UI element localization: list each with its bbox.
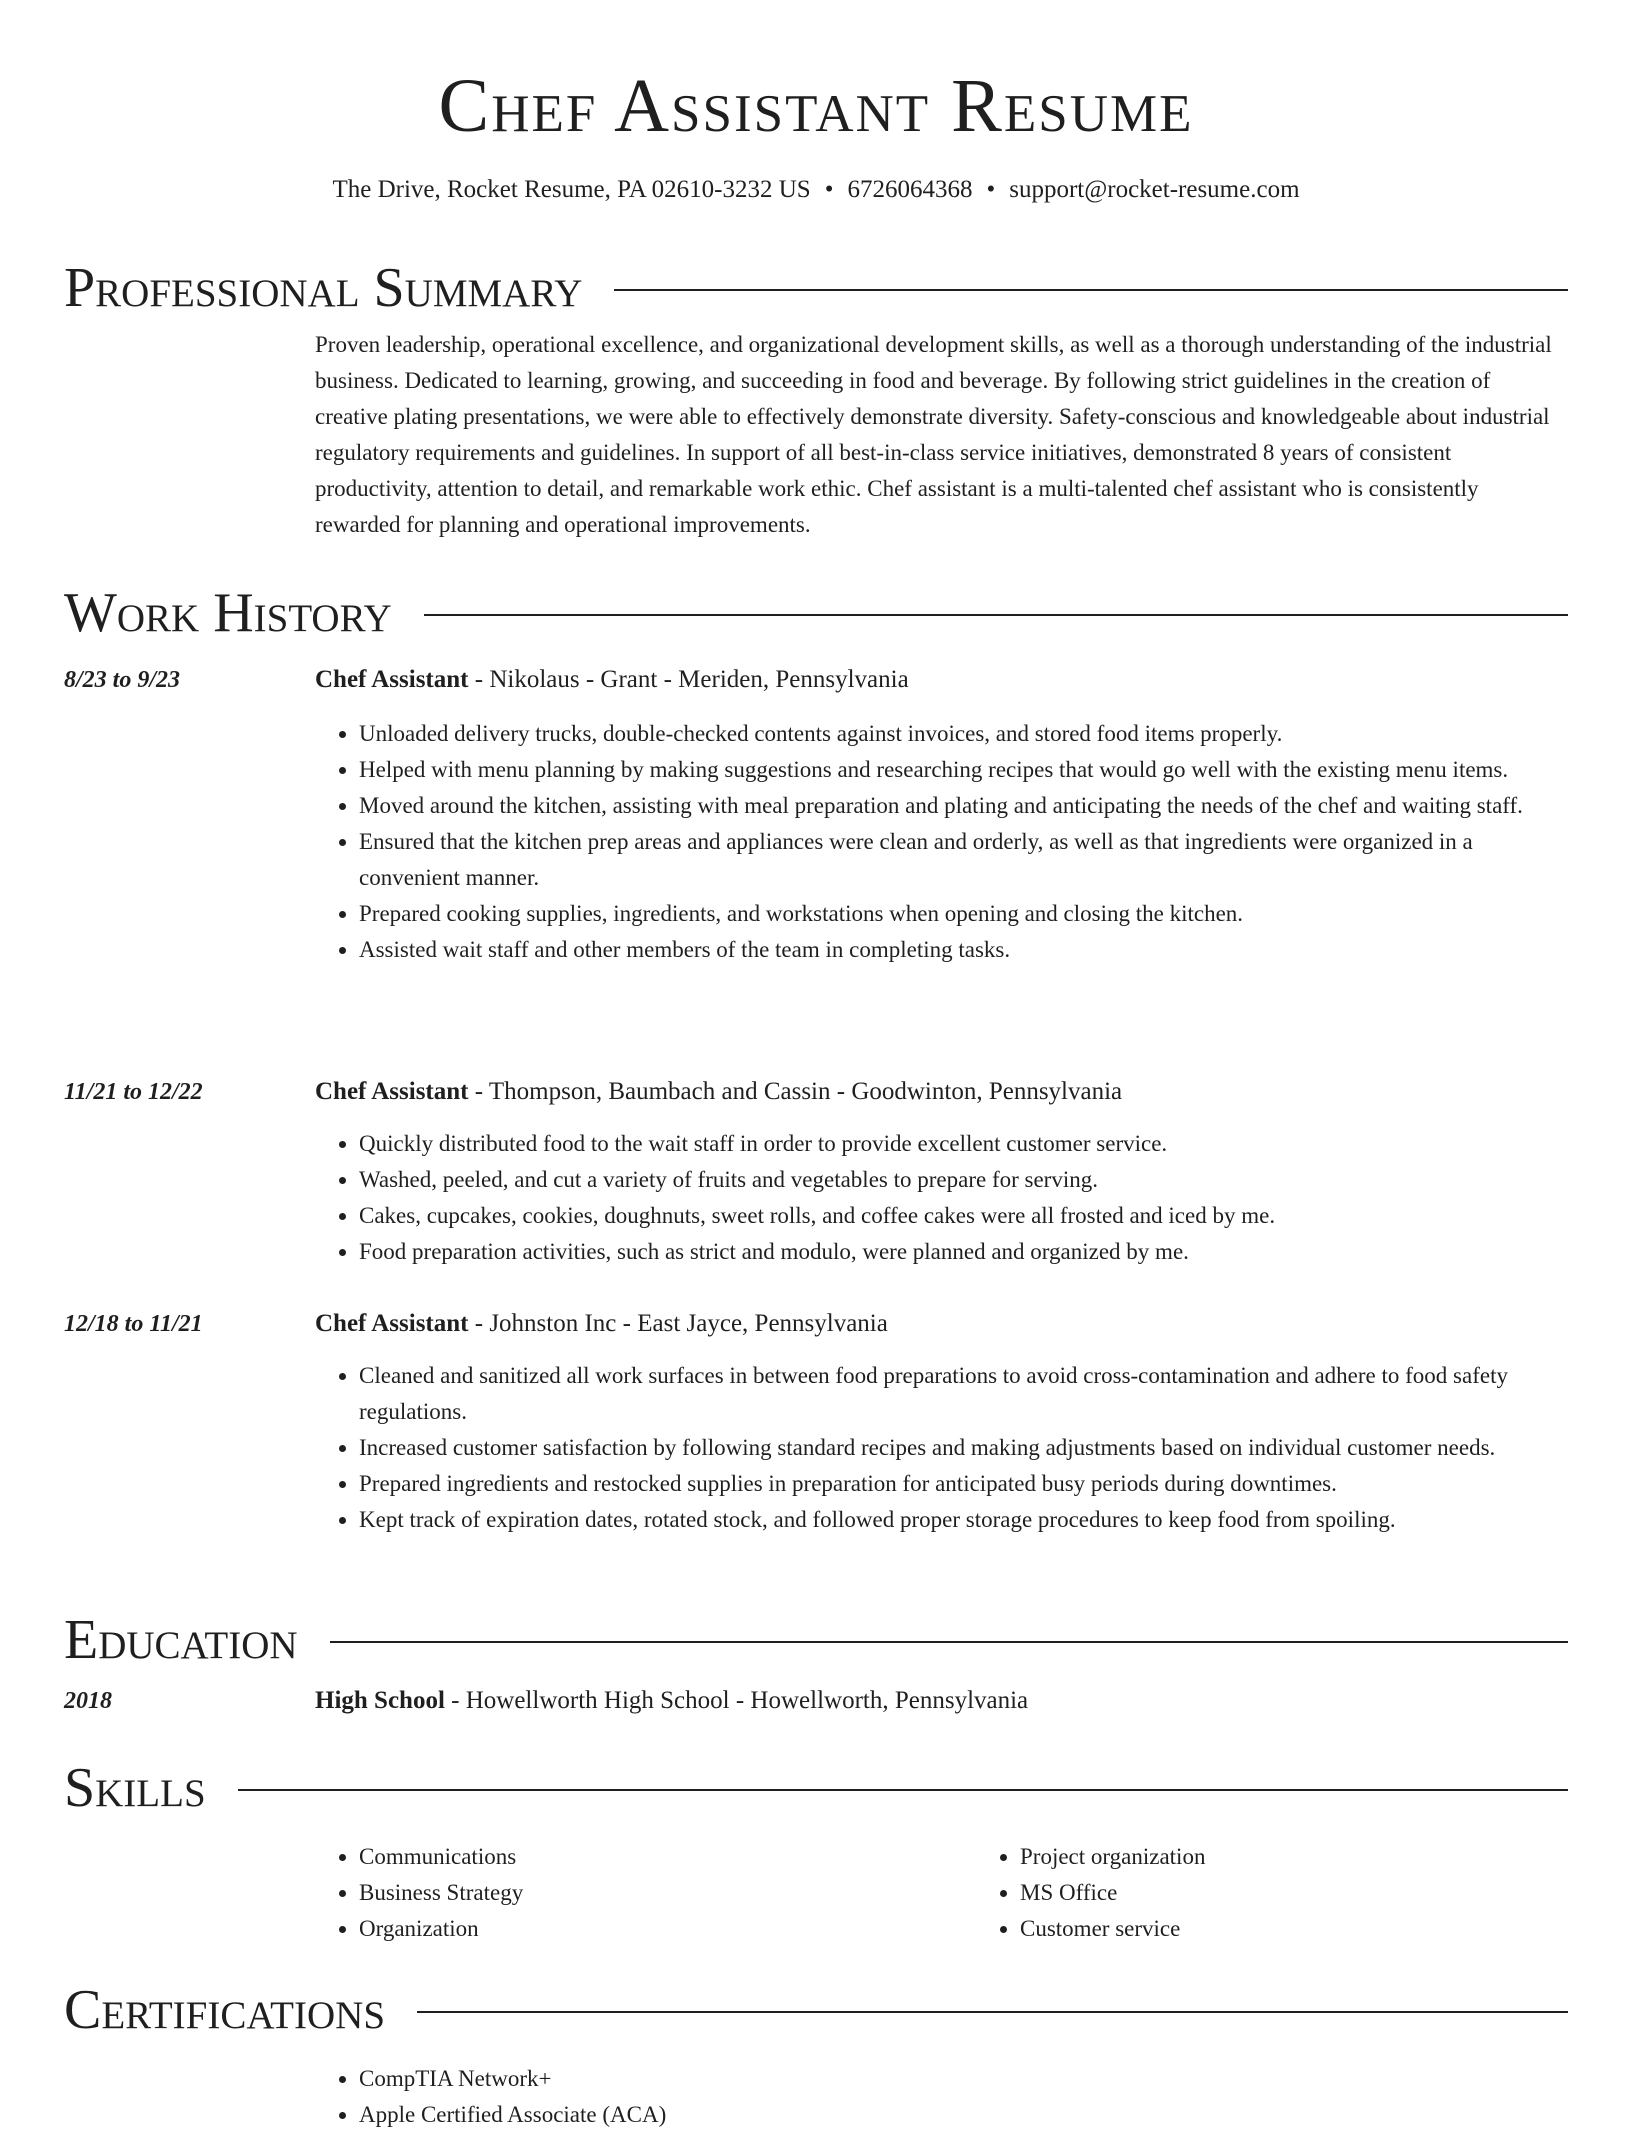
summary-text: Proven leadership, operational excellence, and organizational development skills, as well as a thorough understanding of the industrial business. Dedicated to learning, growing, and succeeding in food and beverage. By following strict guidelines in the creation of creative plating presentations, we were able to effectively demonstrate diversity. Safety-conscious and knowledgeable about industrial regulatory requirements and guidelines. In support of all best-in-class service initiatives, demonstrated 8 years of consistent productivity, attention to detail, and remarkable work ethic. Chef assistant is a multi-talented chef assistant who is consistently rewarded for planning and operational improvements. [315,332,1552,537]
list-item: • Increased customer satisfaction by following standard recipes and making adjustments based on individual customer needs. [359,1430,1568,1466]
section-rule [614,289,1568,291]
job-bullets [315,716,1568,968]
list-item: • Kept track of expiration dates, rotated stock, and followed proper storage procedures to keep food from spoiling. [359,1502,1568,1538]
job-dates: 8/23 to 9/23 [64,667,181,693]
skills-column-right [976,1839,1632,1947]
separator: • [824,176,834,203]
job-bullets [315,1126,1568,1270]
list-item: • Prepared cooking supplies, ingredients, and workstations when opening and closing the kitchen. [359,896,1568,932]
list-item: • Cleaned and sanitized all work surfaces in between food preparations to avoid cross-contamination and adhere to food safety regulations. [359,1358,1568,1430]
section-title: Education [64,1609,298,1671]
list-item: • Food preparation activities, such as strict and modulo, were planned and organized by me. [359,1234,1568,1270]
section-title: Skills [64,1757,206,1819]
skills-section [64,1753,1568,1947]
section-header [64,1753,1568,1823]
education-degree: High School [315,1687,445,1714]
list-item: • Prepared ingredients and restocked supplies in preparation for anticipated busy periods during downtimes. [359,1466,1568,1502]
list-item: • Washed, peeled, and cut a variety of fruits and vegetables to prepare for serving. [359,1162,1568,1198]
section-title: Certifications [64,1979,386,2041]
job-details: - Johnston Inc - East Jayce, Pennsylvania [468,1310,888,1337]
job-role: Chef Assistant [315,1078,469,1105]
skill-item: • Customer service [1020,1911,1632,1947]
job-role: Chef Assistant [315,666,469,693]
job-title [315,1306,1568,1342]
section-header [64,578,1568,648]
address: The Drive, Rocket Resume, PA 02610-3232 US [332,176,811,203]
job-dates: 12/18 to 11/21 [64,1311,203,1337]
job-title [315,662,1568,698]
job-bullets [315,1358,1568,1538]
certifications-section [64,1975,1568,2133]
job-entry [64,662,1568,968]
section-header [64,1605,1568,1675]
certifications-list [315,2061,1568,2133]
skill-item: • Business Strategy [359,1875,976,1911]
education-section [64,1605,1568,1719]
list-item: • Quickly distributed food to the wait staff in order to provide excellent customer service. [359,1126,1568,1162]
section-rule [238,1789,1568,1791]
list-item: • Ensured that the kitchen prep areas and appliances were clean and orderly, as well as that ingredients were organized in a convenient manner. [359,824,1568,896]
summary-section [64,253,1568,543]
section-rule [417,2011,1568,2013]
section-header [64,1975,1568,2045]
education-title [315,1683,1568,1719]
skill-item: • Communications [359,1839,976,1875]
education-details: - Howellworth High School - Howellworth, Pennsylvania [444,1687,1029,1714]
list-item: • Moved around the kitchen, assisting with meal preparation and plating and anticipating the needs of the chef and waiting staff. [359,788,1568,824]
contact-line [0,172,1632,208]
skill-item: • Organization [359,1911,976,1947]
skills-column-left [315,1839,976,1947]
separator: • [986,176,996,203]
list-item: • Unloaded delivery trucks, double-checked contents against invoices, and stored food items properly. [359,716,1568,752]
section-title: Work History [64,582,392,644]
education-entry [64,1683,1568,1719]
skill-item: • MS Office [1020,1875,1632,1911]
resume-title: Chef Assistant Resume [438,64,1194,148]
certification-item: • CompTIA Network+ [359,2061,1568,2097]
job-details: - Nikolaus - Grant - Meriden, Pennsylvania [468,666,909,693]
skills-grid [315,1839,1568,1947]
section-title: Professional Summary [64,257,583,319]
job-role: Chef Assistant [315,1310,469,1337]
certification-item: • Apple Certified Associate (ACA) [359,2097,1568,2133]
list-item: • Cakes, cupcakes, cookies, doughnuts, sweet rolls, and coffee cakes were all frosted and iced by me. [359,1198,1568,1234]
education-year: 2018 [64,1688,112,1714]
section-rule [330,1641,1568,1643]
job-entry [64,1074,1568,1270]
skill-item: • Project organization [1020,1839,1632,1875]
phone: 6726064368 [847,176,973,203]
work-history-section [64,578,1568,1532]
section-rule [424,614,1568,616]
section-header [64,253,1568,323]
job-dates: 11/21 to 12/22 [64,1079,203,1105]
job-details: - Thompson, Baumbach and Cassin - Goodwinton, Pennsylvania [468,1078,1123,1105]
list-item: • Assisted wait staff and other members of the team in completing tasks. [359,932,1568,968]
job-entry [64,1306,1568,1538]
job-title [315,1074,1568,1110]
email: support@rocket-resume.com [1009,176,1300,203]
list-item: • Helped with menu planning by making suggestions and researching recipes that would go well with the existing menu items. [359,752,1568,788]
